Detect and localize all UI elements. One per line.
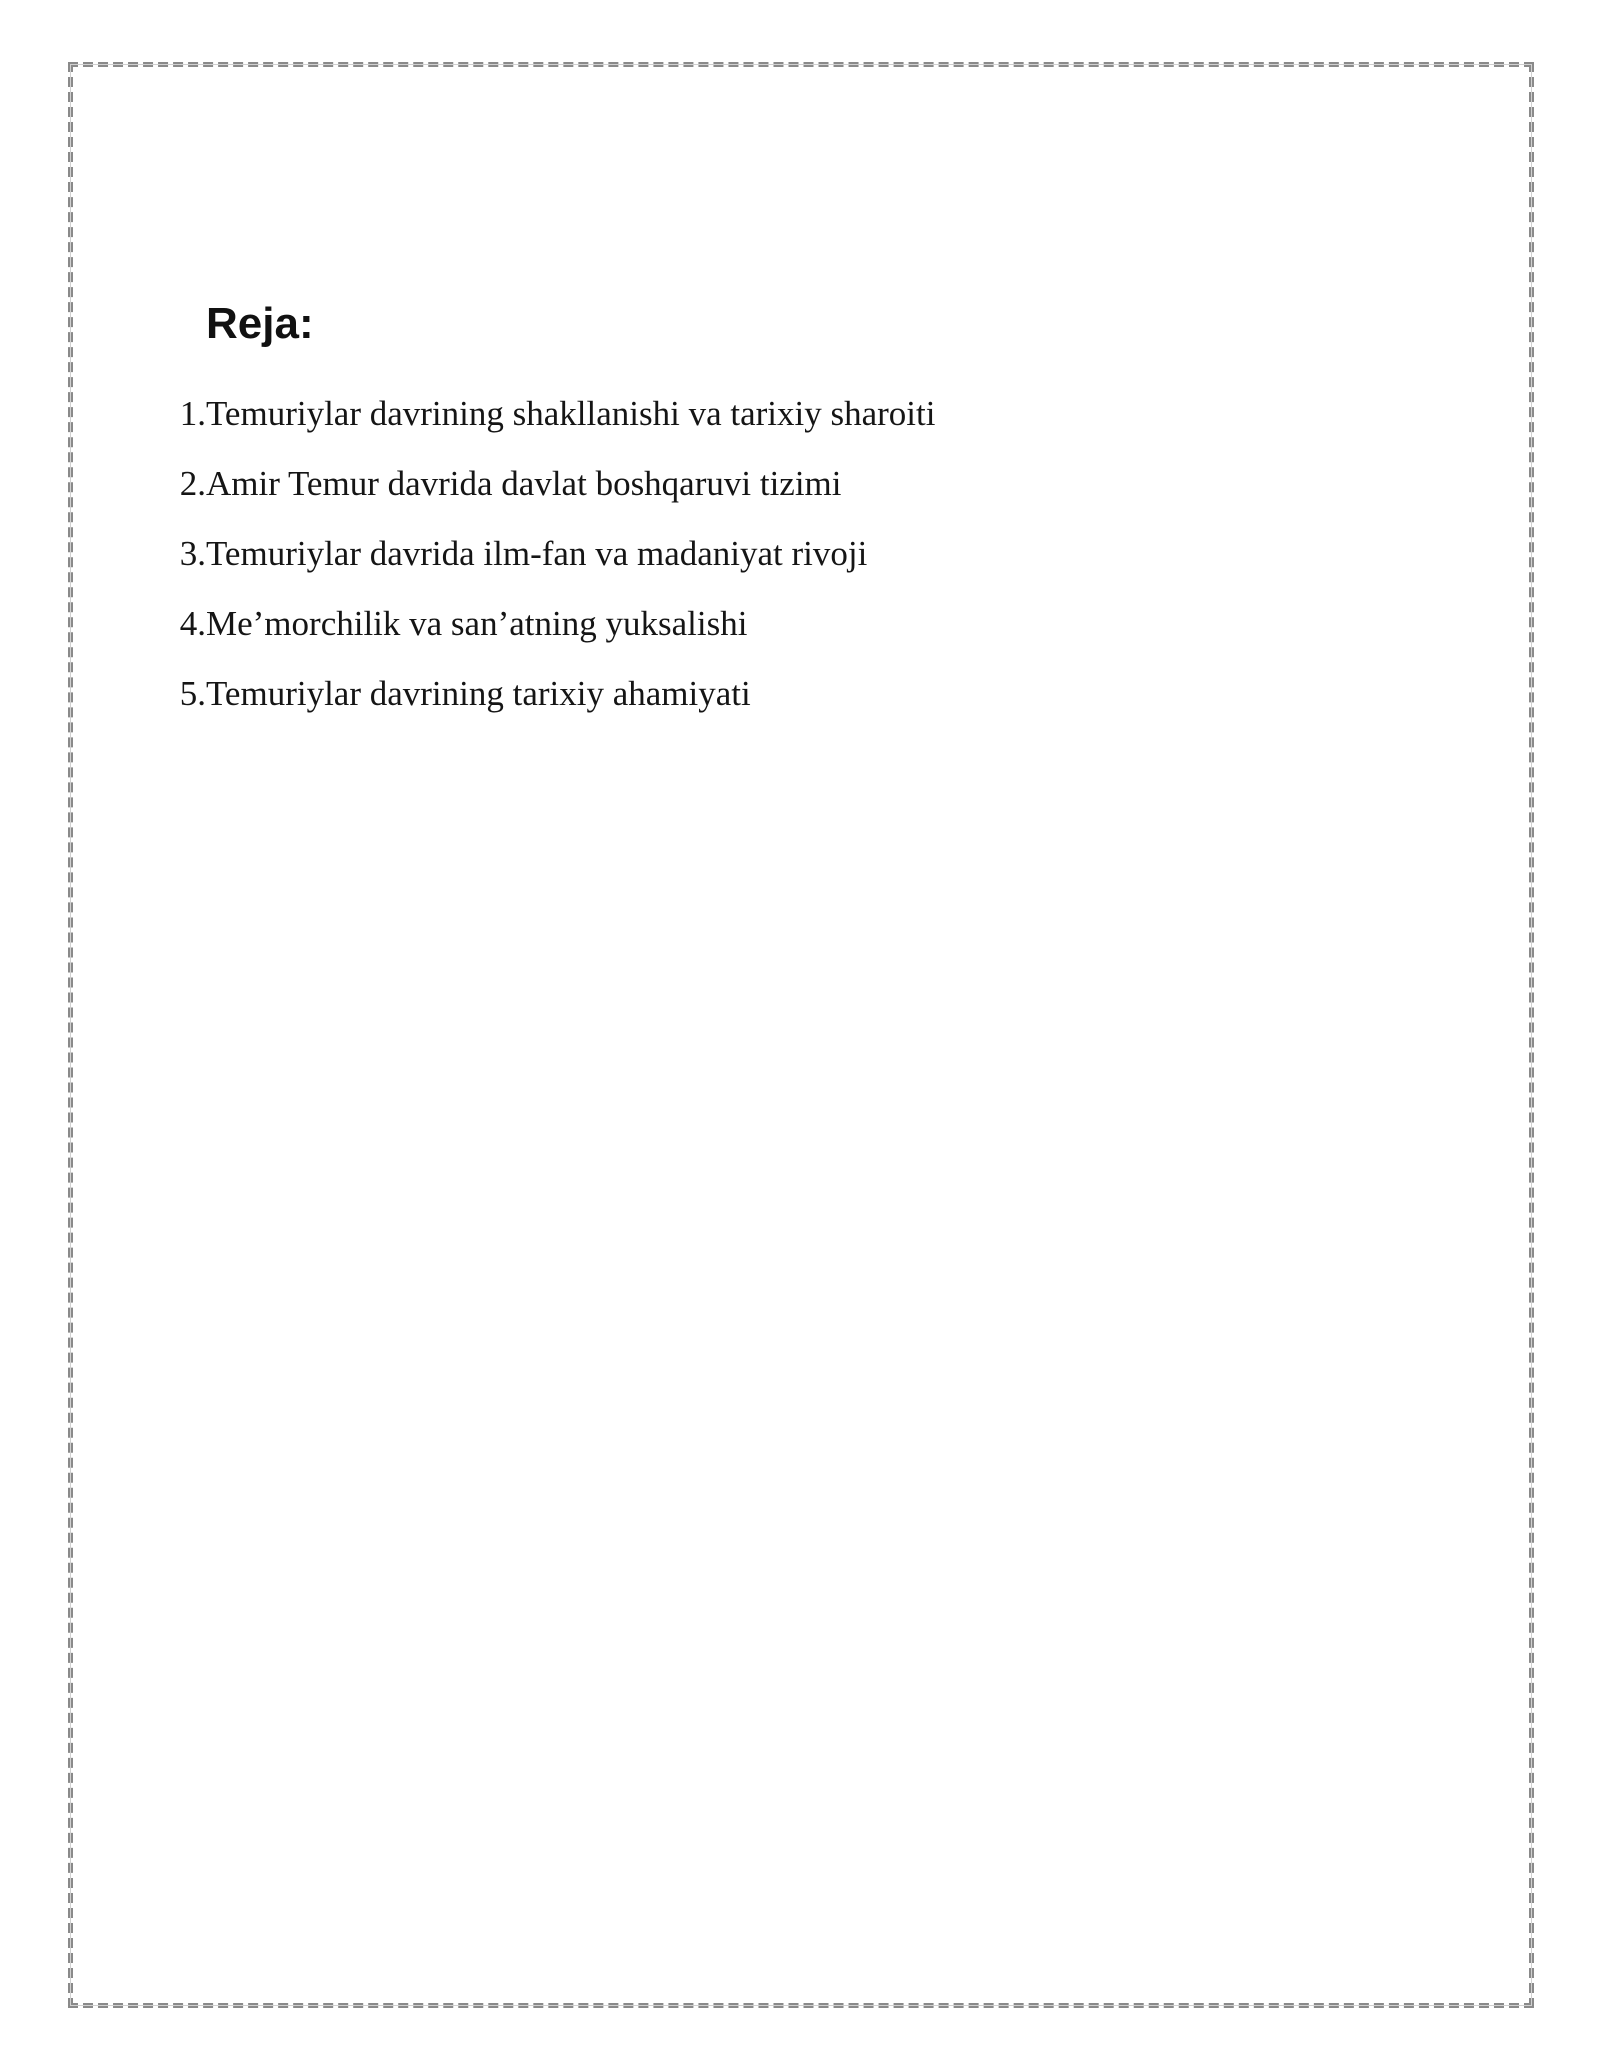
plan-item-text: Amir Temur davrida davlat boshqaruvi tizimi [206, 464, 842, 503]
page-border [68, 62, 1534, 2008]
plan-item-number: 3. [179, 534, 206, 573]
plan-item-number: 1. [179, 394, 206, 433]
plan-heading: Reja: [206, 299, 314, 348]
plan-item-text: Me’morchilik va san’atning yuksalishi [206, 604, 748, 643]
plan-item-number: 4. [179, 604, 206, 643]
plan-list [150, 388, 935, 738]
plan-item-number: 2. [179, 464, 206, 503]
plan-item-text: Temuriylar davrining shakllanishi va tarixiy sharoiti [206, 394, 936, 433]
plan-item [150, 458, 935, 528]
plan-item [150, 388, 935, 458]
plan-item [150, 668, 935, 738]
plan-item [150, 598, 935, 668]
plan-item [150, 528, 935, 598]
plan-item-text: Temuriylar davrida ilm-fan va madaniyat rivoji [206, 534, 868, 573]
plan-item-text: Temuriylar davrining tarixiy ahamiyati [206, 674, 751, 713]
plan-item-number: 5. [179, 674, 206, 713]
